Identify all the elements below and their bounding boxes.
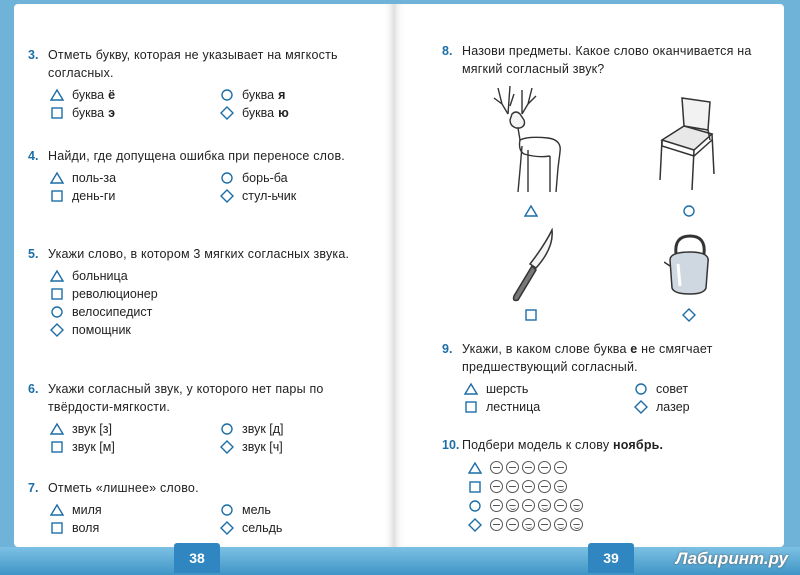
sound-circles <box>490 480 567 493</box>
options <box>464 380 772 416</box>
answer-option[interactable] <box>220 420 370 438</box>
answer-label: звук [з] <box>72 422 112 436</box>
triangle-marker-icon[interactable] <box>468 461 482 475</box>
hard-sound-circle-icon <box>490 518 503 531</box>
knife-icon <box>506 228 556 309</box>
square-marker-icon[interactable] <box>50 440 64 454</box>
question-number: 9. <box>442 342 453 356</box>
soft-sound-circle-icon <box>506 499 519 512</box>
circle-marker-icon[interactable] <box>220 422 234 436</box>
question-text: Укажи согласный звук, у которого нет пары по твёрдости-мягкости. <box>48 382 324 414</box>
answer-option[interactable] <box>220 187 370 205</box>
answer-letter: я <box>278 88 286 102</box>
answer-label: лестница <box>486 400 541 414</box>
target-word: ноябрь. <box>612 438 664 452</box>
sound-circles <box>490 518 583 531</box>
answer-option[interactable] <box>634 380 784 398</box>
answer-label: звук [ч] <box>242 440 283 454</box>
soft-sound-circle-icon <box>538 499 551 512</box>
diamond-marker-icon[interactable] <box>682 308 696 322</box>
options <box>50 86 368 122</box>
question-text-end: не смягчает предшествующий согласный. <box>462 342 713 374</box>
answer-option[interactable] <box>464 380 634 398</box>
question-7 <box>28 479 368 537</box>
options <box>50 169 368 205</box>
question-number: 3. <box>28 48 39 62</box>
hard-sound-circle-icon <box>506 461 519 474</box>
sound-models <box>468 458 772 534</box>
page-number-right: 39 <box>588 543 634 573</box>
answer-marker[interactable] <box>682 308 704 327</box>
square-marker-icon[interactable] <box>468 480 482 494</box>
diamond-marker-icon[interactable] <box>220 440 234 454</box>
triangle-marker-icon[interactable] <box>50 503 64 517</box>
answer-option[interactable] <box>220 169 370 187</box>
answer-label: воля <box>72 521 100 535</box>
hard-sound-circle-icon <box>538 518 551 531</box>
answer-option[interactable] <box>50 438 220 456</box>
answer-label: велосипедист <box>72 305 153 319</box>
question-text: Отметь букву, которая не указывает на мягкость согласных. <box>48 48 338 80</box>
model-option[interactable] <box>468 458 772 477</box>
answer-option[interactable] <box>50 267 250 285</box>
triangle-marker-icon[interactable] <box>464 382 478 396</box>
hard-sound-circle-icon <box>522 480 535 493</box>
answer-label: сельдь <box>242 521 283 535</box>
question-8 <box>442 42 762 78</box>
question-9 <box>442 340 772 416</box>
question-text: Отметь «лишнее» слово. <box>48 481 199 495</box>
triangle-marker-icon[interactable] <box>50 171 64 185</box>
hard-sound-circle-icon <box>554 499 567 512</box>
watermark: Лабиринт.ру <box>675 549 788 568</box>
answer-label: шерсть <box>486 382 529 396</box>
circle-marker-icon[interactable] <box>634 382 648 396</box>
answer-label: мель <box>242 503 271 517</box>
answer-marker[interactable] <box>682 204 704 223</box>
hard-sound-circle-icon <box>490 461 503 474</box>
square-marker-icon[interactable] <box>464 400 478 414</box>
question-6 <box>28 380 368 456</box>
soft-sound-circle-icon <box>554 518 567 531</box>
answer-label: лазер <box>656 400 690 414</box>
answer-label: звук [м] <box>72 440 115 454</box>
deer-icon <box>488 84 572 201</box>
question-5 <box>28 245 368 339</box>
triangle-marker-icon[interactable] <box>50 269 64 283</box>
soft-sound-circle-icon <box>570 518 583 531</box>
hard-sound-circle-icon <box>490 480 503 493</box>
answer-option[interactable] <box>50 321 250 339</box>
answer-letter: ё <box>108 88 116 102</box>
question-number: 7. <box>28 481 39 495</box>
hard-sound-circle-icon <box>490 499 503 512</box>
diamond-marker-icon[interactable] <box>50 323 64 337</box>
square-marker-icon[interactable] <box>524 308 538 322</box>
answer-option[interactable] <box>464 398 634 416</box>
answer-marker[interactable] <box>524 204 546 223</box>
question-text: Найди, где допущена ошибка при переносе слов. <box>48 149 345 163</box>
triangle-marker-icon[interactable] <box>50 88 64 102</box>
hard-sound-circle-icon <box>522 499 535 512</box>
answer-option[interactable] <box>50 501 220 519</box>
answer-option[interactable] <box>220 501 370 519</box>
diamond-marker-icon[interactable] <box>468 518 482 532</box>
answer-label: буква <box>242 106 275 120</box>
circle-marker-icon[interactable] <box>682 204 696 218</box>
answer-label: революционер <box>72 287 158 301</box>
sound-circles <box>490 499 583 512</box>
square-marker-icon[interactable] <box>50 189 64 203</box>
question-number: 6. <box>28 382 39 396</box>
model-option[interactable] <box>468 515 772 534</box>
answer-option[interactable] <box>50 420 220 438</box>
options <box>50 501 368 537</box>
hard-sound-circle-icon <box>522 461 535 474</box>
square-marker-icon[interactable] <box>50 106 64 120</box>
model-option[interactable] <box>468 496 772 515</box>
highlight-letter: е <box>630 342 638 356</box>
question-3 <box>28 46 368 122</box>
answer-option[interactable] <box>220 104 370 122</box>
answer-letter: ю <box>278 106 289 120</box>
answer-option[interactable] <box>50 519 220 537</box>
answer-option[interactable] <box>50 104 220 122</box>
hard-sound-circle-icon <box>506 518 519 531</box>
answer-marker[interactable] <box>524 308 546 327</box>
circle-marker-icon[interactable] <box>220 171 234 185</box>
answer-label: буква <box>72 88 105 102</box>
answer-option[interactable] <box>220 438 370 456</box>
answer-label: миля <box>72 503 102 517</box>
question-4 <box>28 147 368 205</box>
answer-label: день-ги <box>72 189 116 203</box>
question-number: 4. <box>28 149 39 163</box>
square-marker-icon[interactable] <box>50 287 64 301</box>
page-number-left: 38 <box>174 543 220 573</box>
question-number: 5. <box>28 247 39 261</box>
hard-sound-circle-icon <box>538 461 551 474</box>
triangle-marker-icon[interactable] <box>524 204 538 218</box>
answer-label: совет <box>656 382 689 396</box>
soft-sound-circle-icon <box>522 518 535 531</box>
answer-option[interactable] <box>50 303 250 321</box>
answer-label: стул-ьчик <box>242 189 297 203</box>
circle-marker-icon[interactable] <box>220 503 234 517</box>
square-marker-icon[interactable] <box>50 521 64 535</box>
diamond-marker-icon[interactable] <box>220 106 234 120</box>
chair-icon <box>654 96 718 197</box>
answer-option[interactable] <box>634 398 784 416</box>
question-text: Укажи слово, в котором 3 мягких согласных звука. <box>48 247 350 261</box>
answer-label: борь-ба <box>242 171 288 185</box>
diamond-marker-icon[interactable] <box>220 189 234 203</box>
question-10 <box>442 436 772 534</box>
answer-option[interactable] <box>50 187 220 205</box>
model-option[interactable] <box>468 477 772 496</box>
question-text: Укажи, в каком слове буква <box>462 342 631 356</box>
options <box>50 267 368 339</box>
soft-sound-circle-icon <box>554 480 567 493</box>
question-number: 8. <box>442 44 453 58</box>
hard-sound-circle-icon <box>538 480 551 493</box>
circle-marker-icon[interactable] <box>220 88 234 102</box>
circle-marker-icon[interactable] <box>468 499 482 513</box>
diamond-marker-icon[interactable] <box>220 521 234 535</box>
sound-circles <box>490 461 567 474</box>
answer-label: буква <box>72 106 105 120</box>
answer-option[interactable] <box>220 86 370 104</box>
circle-marker-icon[interactable] <box>50 305 64 319</box>
answer-letter: э <box>108 106 115 120</box>
diamond-marker-icon[interactable] <box>634 400 648 414</box>
answer-label: поль-за <box>72 171 117 185</box>
question-text: Подбери модель к слову <box>462 438 613 452</box>
answer-option[interactable] <box>50 285 250 303</box>
question-text: Назови предметы. Какое слово оканчивается на мягкий согласный звук? <box>462 44 752 76</box>
answer-option[interactable] <box>50 169 220 187</box>
answer-option[interactable] <box>220 519 370 537</box>
answer-label: больница <box>72 269 128 283</box>
answer-label: буква <box>242 88 275 102</box>
options <box>50 420 368 456</box>
hard-sound-circle-icon <box>554 461 567 474</box>
kettle-icon <box>664 232 714 303</box>
answer-option[interactable] <box>50 86 220 104</box>
triangle-marker-icon[interactable] <box>50 422 64 436</box>
answer-label: звук [д] <box>242 422 284 436</box>
question-number: 10. <box>442 438 460 452</box>
soft-sound-circle-icon <box>570 499 583 512</box>
hard-sound-circle-icon <box>506 480 519 493</box>
answer-label: помощник <box>72 323 131 337</box>
